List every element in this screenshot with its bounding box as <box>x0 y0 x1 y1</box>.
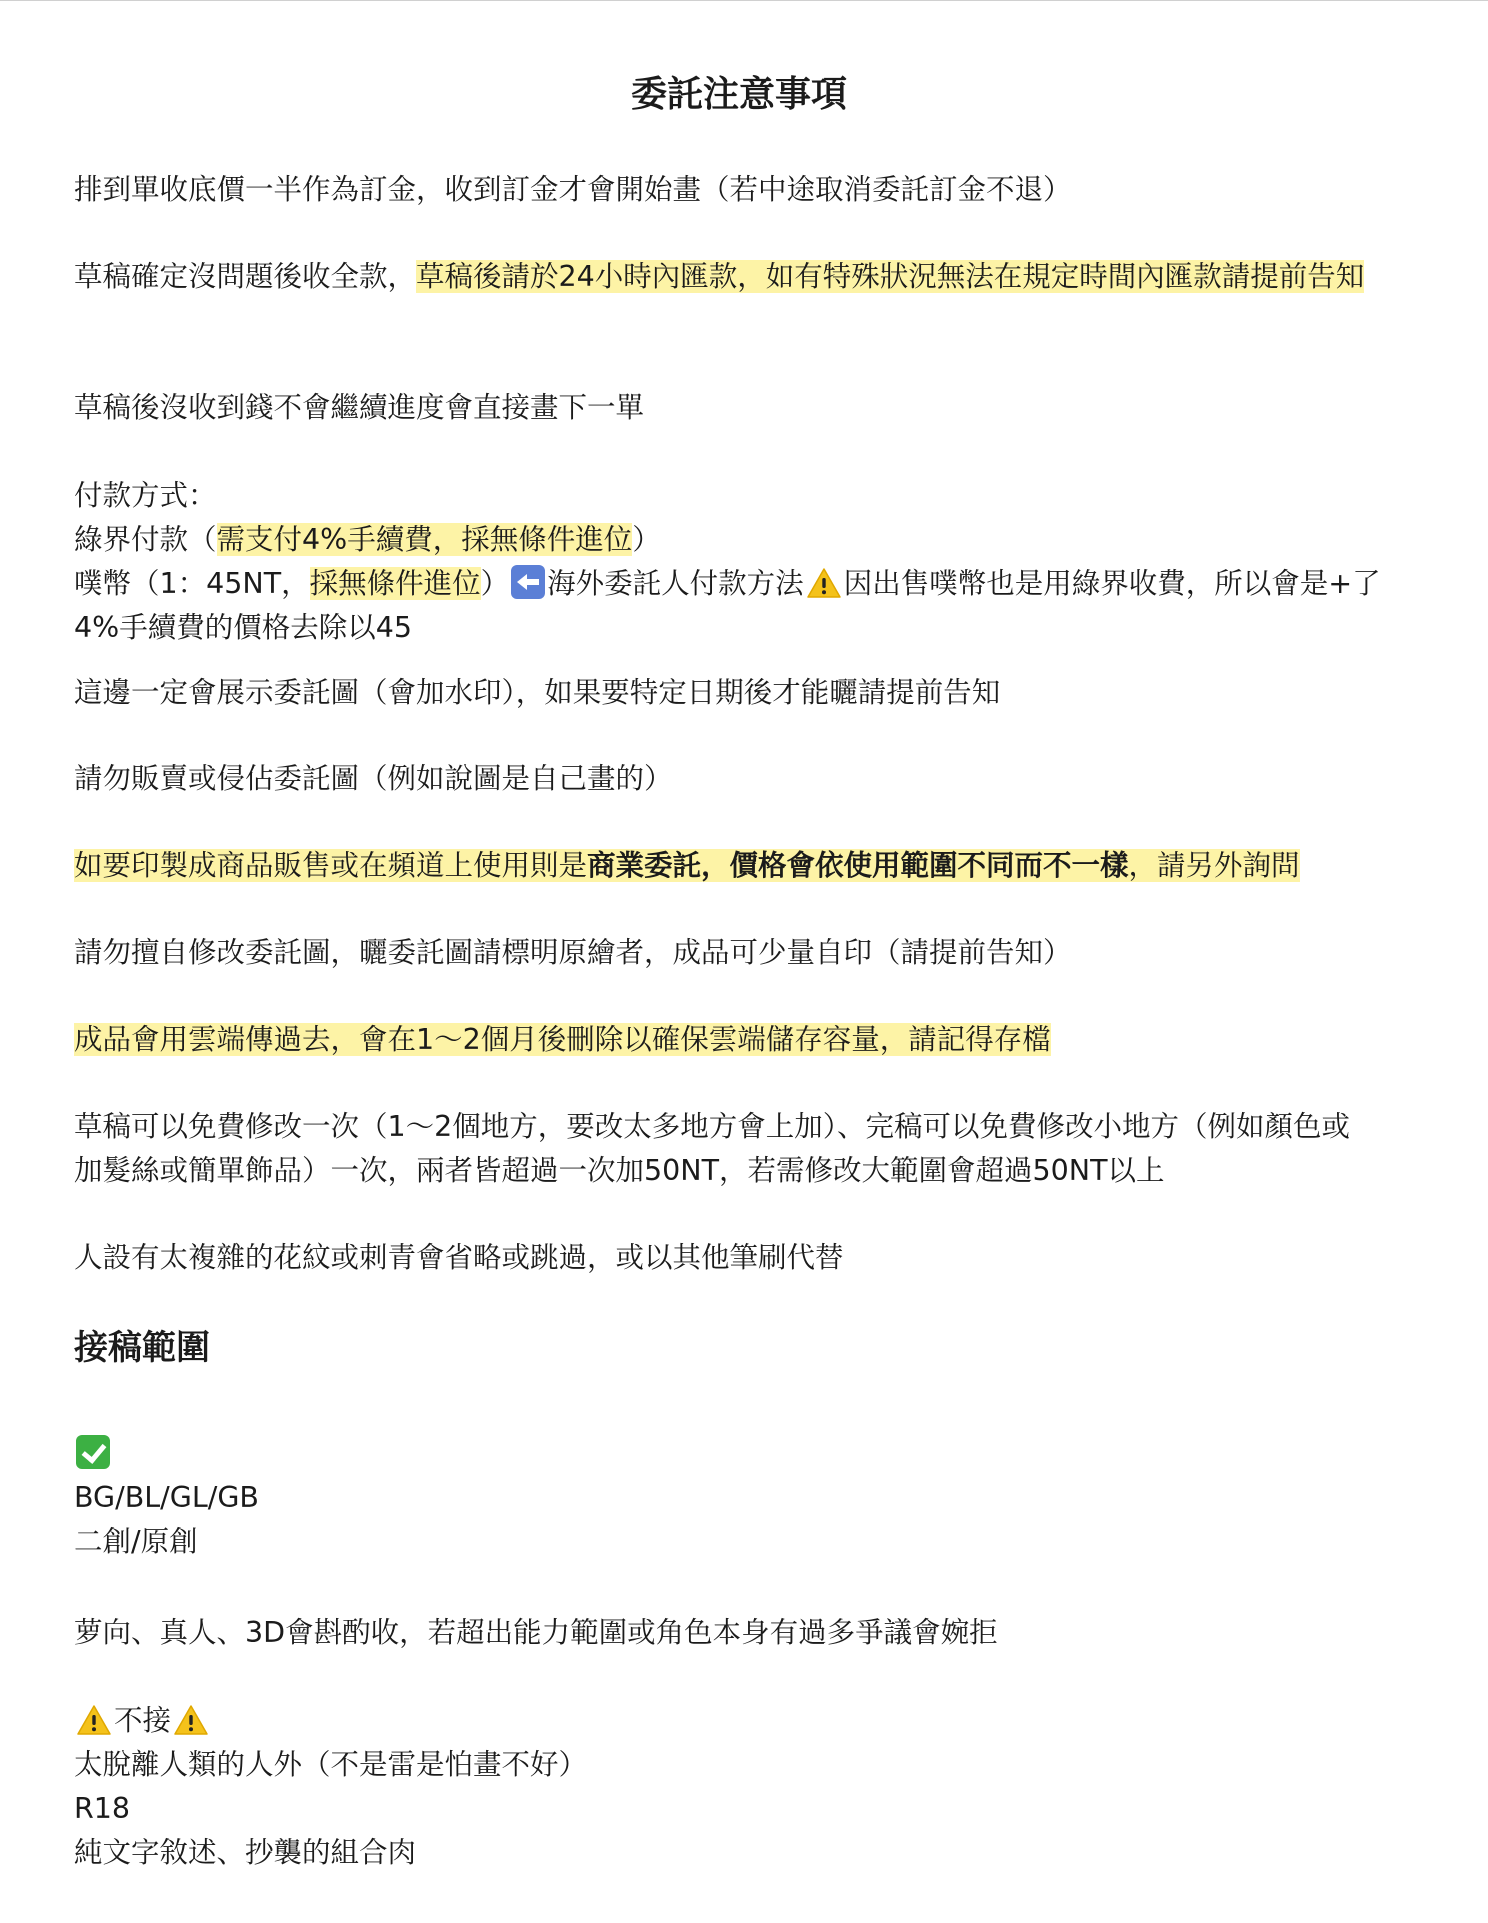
payment-methods-label: 付款方式： <box>74 479 217 512</box>
plurk-fee-explanation: 因出售噗幣也是用綠界收費，所以會是+了4%手續費的價格去除以45 <box>74 567 1381 644</box>
display-rule: 這邊一定會展示委託圖（會加水印），如果要特定日期後才能曬請提前告知 <box>74 676 1001 709</box>
scope-heading: 接稿範圍 <box>74 1328 210 1368</box>
overseas-payment-text: 海外委託人付款方法 <box>547 567 804 600</box>
ecpay-close: ） <box>632 523 661 556</box>
accepted-pairings: BG/BL/GL/GB <box>74 1481 259 1514</box>
cloud-delivery-rule <box>74 1018 1394 1062</box>
ecpay-fee-highlight: 需支付4%手續費，採無條件進位 <box>216 523 633 556</box>
rejected-nonhuman: 太脫離人類的人外（不是雷是怕畫不好） <box>74 1748 588 1781</box>
commercial-bold: 商業委託，價格會依使用範圍不同而不一樣 <box>587 849 1129 882</box>
plurk-round-up-highlight: 採無條件進位 <box>309 567 481 600</box>
accepted-types: 二創/原創 <box>74 1525 198 1558</box>
commercial-inquiry: ，請另外詢問 <box>1128 849 1300 882</box>
no-payment-rule: 草稿後沒收到錢不會繼續進度會直接畫下一單 <box>74 391 645 424</box>
plurk-close: ） <box>480 567 510 600</box>
pattern-rule: 人設有太複雜的花紋或刺青會省略或跳過，或以其他筆刷代替 <box>74 1241 844 1274</box>
payment-timing-rule <box>74 255 1394 299</box>
warning-icon <box>76 1704 112 1736</box>
accepted-list <box>74 1432 1394 1564</box>
payment-timing-text: 草稿確定沒問題後收全款， <box>74 260 417 293</box>
rejected-label: 不接 <box>114 1704 172 1737</box>
payment-methods <box>74 474 1394 650</box>
warning-icon <box>806 567 842 599</box>
payment-deadline-highlight: 草稿後請於24小時內匯款，如有特殊狀況無法在規定時間內匯款請提前告知 <box>416 260 1365 293</box>
top-divider <box>0 0 1488 1</box>
ecpay-label: 綠界付款（ <box>74 523 217 556</box>
rejected-text-only: 純文字敘述、抄襲的組合肉 <box>74 1836 417 1869</box>
left-arrow-icon <box>511 565 545 599</box>
deposit-rule: 排到單收底價一半作為訂金，收到訂金才會開始畫（若中途取消委託訂金不退） <box>74 173 1072 206</box>
page-title: 委託注意事項 <box>630 74 847 115</box>
commercial-text: 如要印製成商品販售或在頻道上使用則是 <box>74 849 588 882</box>
rejected-list <box>74 1699 1394 1875</box>
revision-rule: 草稿可以免費修改一次（1～2個地方，要改太多地方會上加）、完稿可以免費修改小地方（例如顏色或加髮絲或簡單飾品）一次，兩者皆超過一次加50NT，若需修改大範圍會超過50NT以上 <box>74 1110 1351 1187</box>
modification-rule: 請勿擅自修改委託圖，曬委託圖請標明原繪者，成品可少量自印（請提前告知） <box>74 936 1072 969</box>
no-resale-rule: 請勿販賣或侵佔委託圖（例如說圖是自己畫的） <box>74 762 673 795</box>
warning-icon <box>173 1704 209 1736</box>
check-mark-icon <box>76 1435 110 1469</box>
commercial-rule <box>74 844 1394 888</box>
cloud-delivery-highlight: 成品會用雲端傳過去，會在1～2個月後刪除以確保雲端儲存容量，請記得存檔 <box>74 1023 1051 1056</box>
plurk-coin-label: 噗幣（1：45NT， <box>74 567 310 600</box>
rejected-r18: R18 <box>74 1792 131 1825</box>
conditional-scope: 萝向、真人、3D會斟酌收，若超出能力範圍或角色本身有過多爭議會婉拒 <box>74 1616 998 1649</box>
